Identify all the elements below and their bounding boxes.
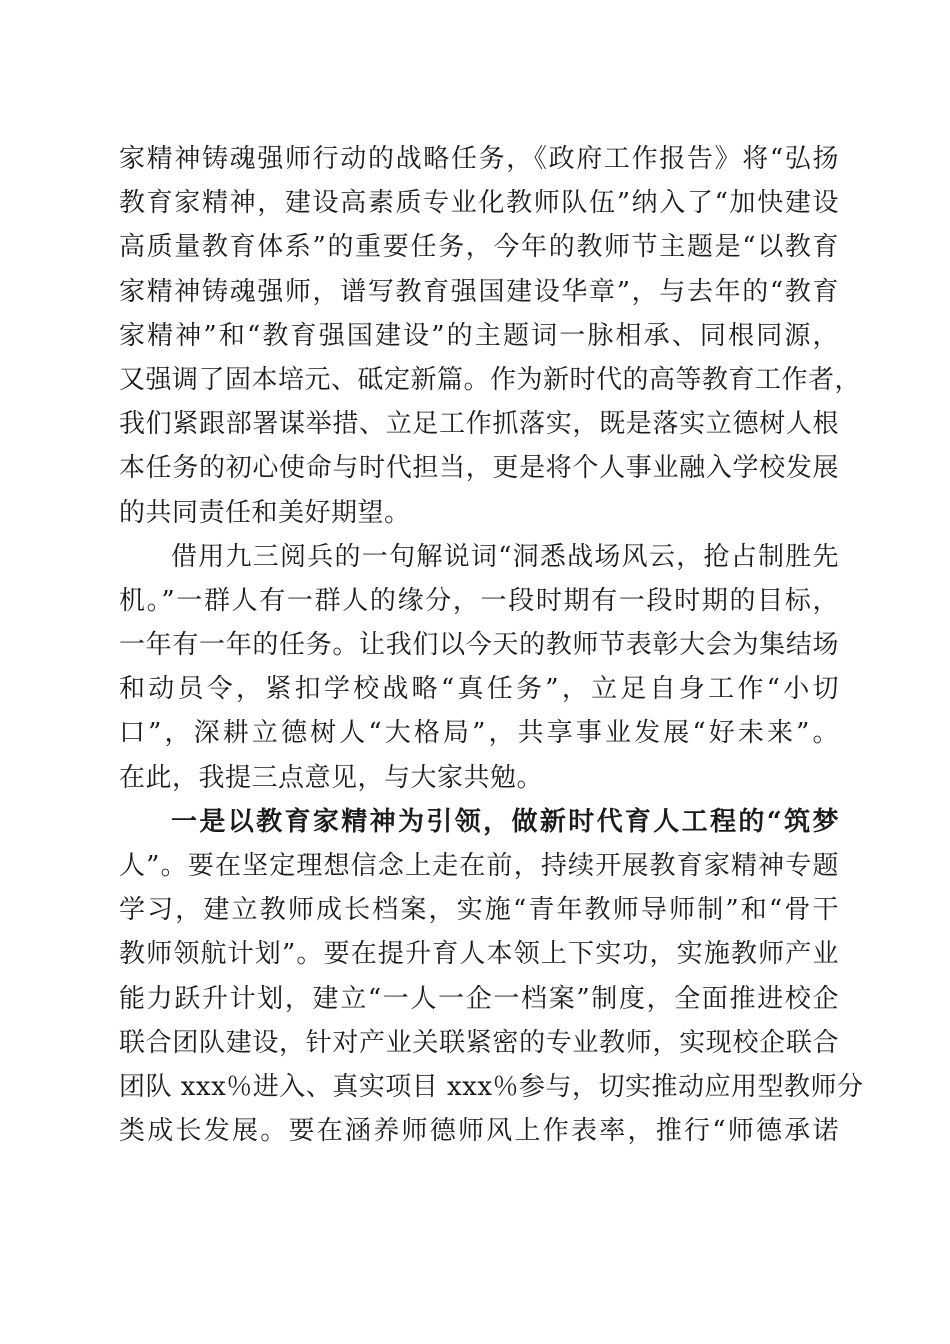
- text-line: 和动员令，紧扣学校战略“真任务”，立足自身工作“小切: [119, 674, 839, 705]
- text-line: 能力跃升计划，建立“一人一企一档案”制度，全面推进校企: [119, 983, 839, 1014]
- paragraph-3: [119, 800, 864, 1154]
- text-line: 的共同责任和美好期望。: [119, 497, 411, 528]
- text-line: 类成长发展。要在涵养师德师风上作表率，推行“师德承诺: [119, 1116, 839, 1147]
- text-line: 学习，建立教师成长档案，实施“青年教师导师制”和“骨干: [119, 895, 839, 926]
- paragraph-1: [119, 137, 862, 535]
- text-line: 本任务的初心使命与时代担当，更是将个人事业融入学校发展: [119, 453, 839, 484]
- text-line: 机。”一群人有一群人的缘分，一段时期有一段时期的目标，: [119, 585, 839, 616]
- text-line: 教育家精神，建设高素质专业化教师队伍”纳入了“加快建设: [119, 188, 839, 219]
- text-line: 家精神”和“教育强国建设”的主题词一脉相承、同根同源，: [119, 320, 839, 351]
- section-heading-line: 一是以教育家精神为引领，做新时代育人工程的“筑梦: [171, 806, 839, 837]
- text-line: 口”，深耕立德树人“大格局”，共享事业发展“好未来”。: [119, 718, 839, 749]
- text-line: 一年有一年的任务。让我们以今天的教师节表彰大会为集结场: [119, 630, 839, 661]
- text-line: 家精神铸魂强师行动的战略任务，《政府工作报告》将“弘扬: [119, 144, 839, 174]
- text-line: 高质量教育体系”的重要任务，今年的教师节主题是“以教育: [119, 232, 839, 263]
- text-line: 又强调了固本培元、砥定新篇。作为新时代的高等教育工作者，: [119, 364, 862, 395]
- text-line: 在此，我提三点意见，与大家共勉。: [119, 762, 544, 793]
- text-line: 家精神铸魂强师，谱写教育强国建设华章”，与去年的“教育: [119, 276, 839, 307]
- text-line: 团队 xxx％进入、真实项目 xxx％参与，切实推动应用型教师分: [119, 1071, 864, 1102]
- text-line: 人”。要在坚定理想信念上走在前，持续开展教育家精神专题: [119, 851, 839, 881]
- text-line: 借用九三阅兵的一句解说词“洞悉战场风云，抢占制胜先: [171, 541, 839, 572]
- text-line: 我们紧跟部署谋举措、立足工作抓落实，既是落实立德树人根: [119, 409, 839, 440]
- document-body: [119, 137, 864, 1153]
- text-line: 联合团队建设，针对产业关联紧密的专业教师，实现校企联合: [119, 1027, 839, 1058]
- text-line: 教师领航计划”。要在提升育人本领上下实功，实施教师产业: [119, 939, 839, 970]
- paragraph-2: [119, 535, 839, 800]
